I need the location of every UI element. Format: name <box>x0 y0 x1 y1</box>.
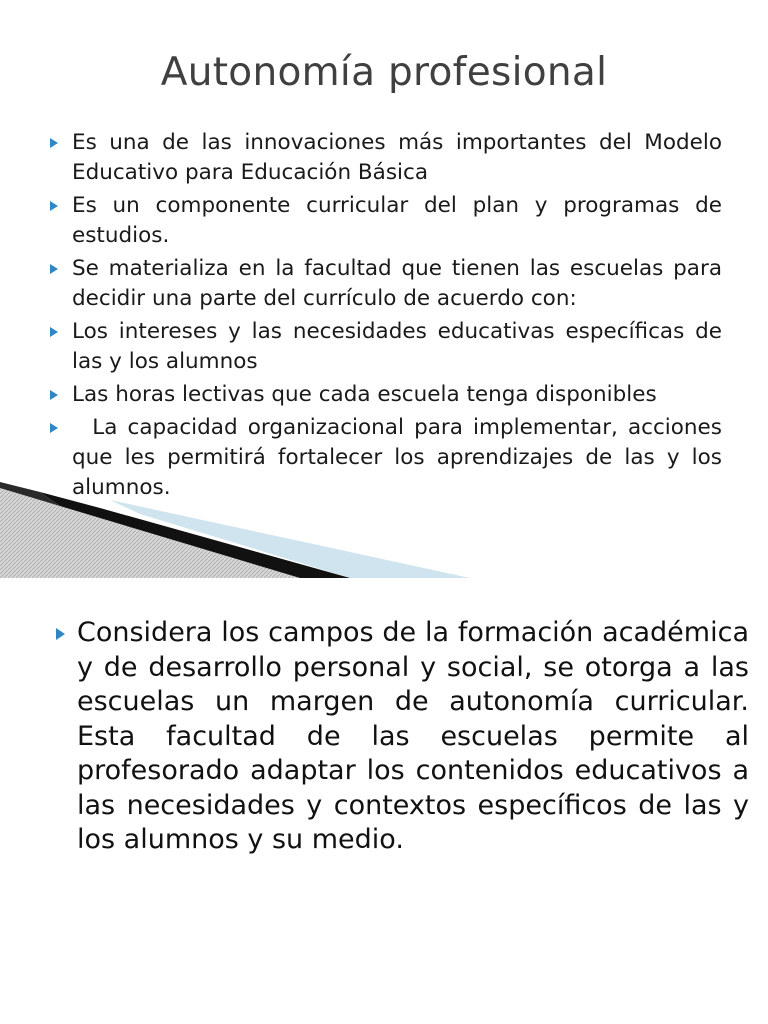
list-item <box>46 191 722 251</box>
slide-title: Autonomía profesional <box>160 50 608 95</box>
bullet-text: Es un componente curricular del plan y programas de estudios. <box>72 193 722 248</box>
list-item <box>46 317 722 377</box>
list-item <box>46 254 722 314</box>
bullet-arrow-icon <box>50 390 58 400</box>
list-item <box>46 128 722 188</box>
bullet-text: La capacidad organizacional para implementar, acciones que les permitirá fortalecer los aprendizajes de las y los alumnos. <box>72 415 722 500</box>
body-paragraph <box>50 616 749 858</box>
slide-2 <box>0 600 768 1024</box>
bullet-text: Se materializa en la facultad que tienen las escuelas para decidir una parte del currículo de acuerdo con: <box>72 256 722 311</box>
bullet-arrow-icon <box>50 264 58 274</box>
paragraph-text: Considera los campos de la formación académica y de desarrollo personal y social, se otorga a las escuelas un margen de autonomía curricular. Esta facultad de las escuelas permite al profesorado adaptar los contenidos educativos a las necesidades y contextos específicos de las y los alumnos y su medio. <box>77 617 749 855</box>
bullet-text: Las horas lectivas que cada escuela tenga disponibles <box>72 382 657 407</box>
bullet-arrow-icon <box>56 628 65 640</box>
bullet-text: Los intereses y las necesidades educativas específicas de las y los alumnos <box>72 319 722 374</box>
list-item <box>46 380 722 410</box>
bullet-list <box>46 128 722 506</box>
bullet-arrow-icon <box>50 327 58 337</box>
decorative-swoosh <box>0 482 470 578</box>
bullet-arrow-icon <box>50 201 58 211</box>
bullet-text: Es una de las innovaciones más importantes del Modelo Educativo para Educación Básica <box>72 130 722 185</box>
bullet-arrow-icon <box>50 138 58 148</box>
bullet-arrow-icon <box>50 423 58 433</box>
